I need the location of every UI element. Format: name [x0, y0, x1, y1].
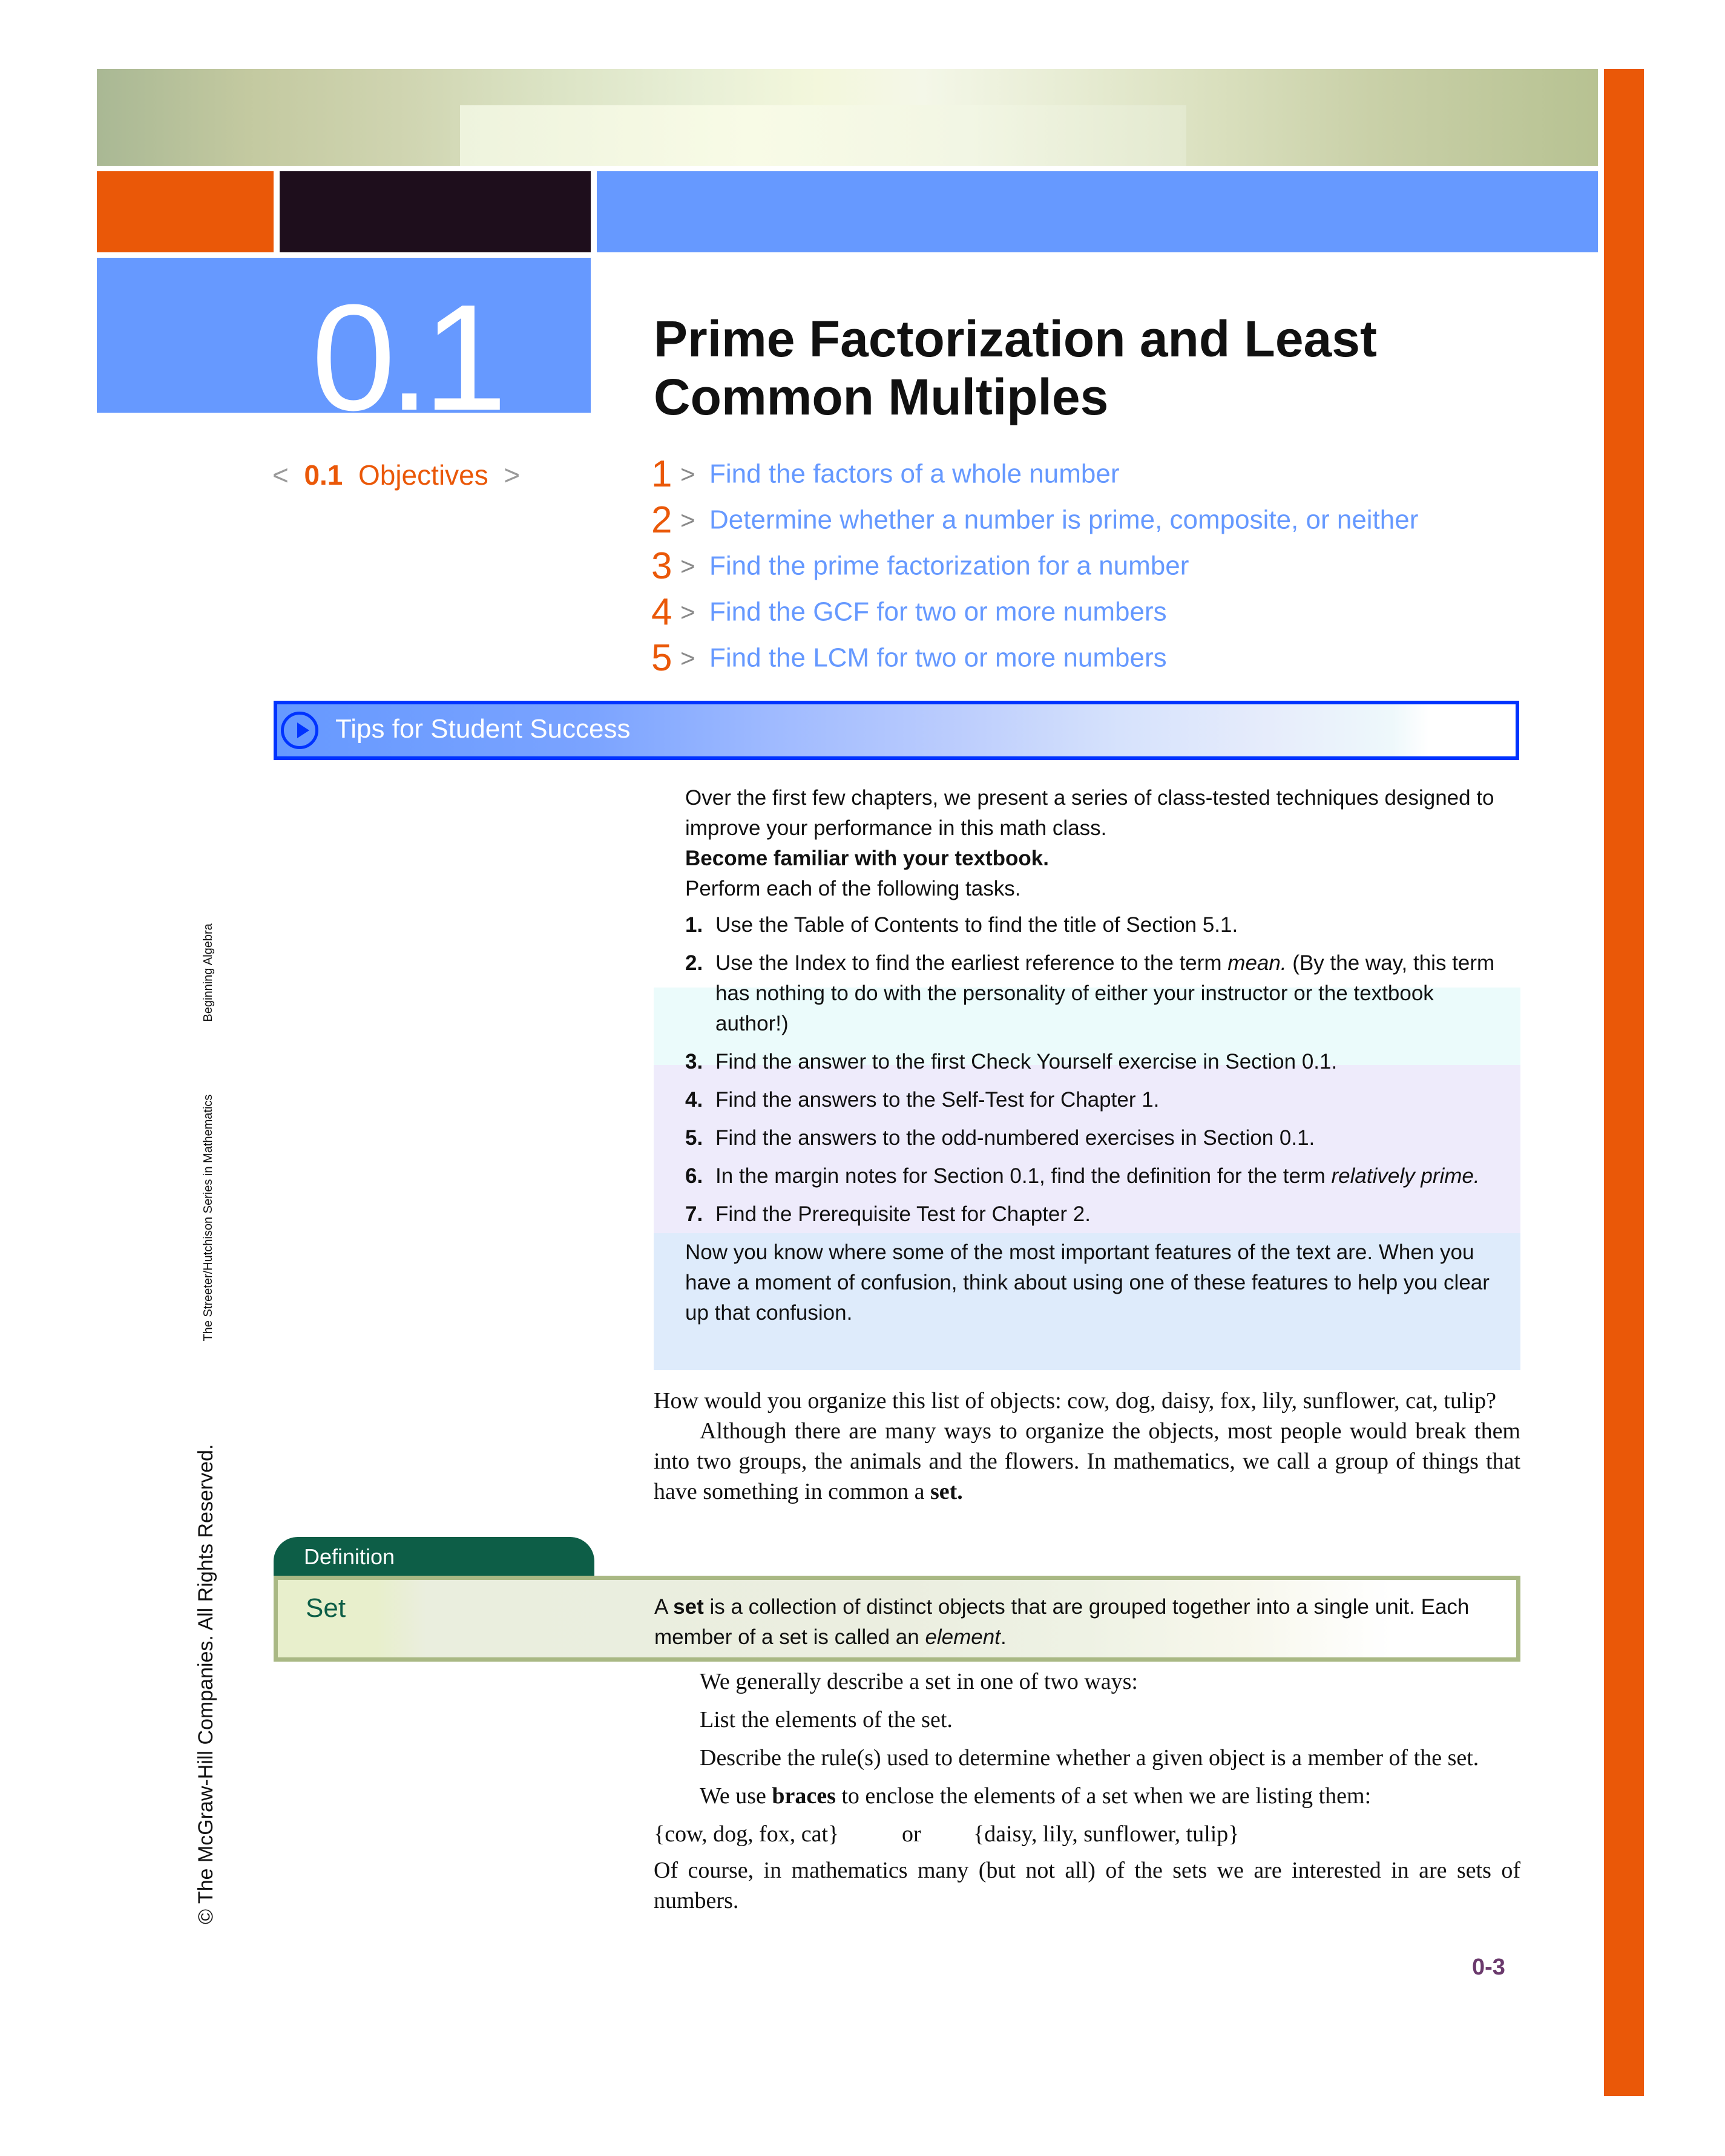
set-example-right: {daisy, lily, sunflower, tulip} [973, 1821, 1240, 1847]
task-text: Find the answers to the Self-Test for Chapter 1. [715, 1088, 1160, 1112]
objectives-title: Objectives [358, 459, 488, 491]
set-closing: Of course, in mathematics many (but not all) of the sets we are interested in are sets of numbers. [654, 1858, 1520, 1913]
list-item [685, 1047, 1496, 1077]
task-emphasis: relatively prime. [1331, 1164, 1480, 1188]
page-number: 0-3 [1472, 1954, 1505, 1980]
objective-text: Find the factors of a whole number [709, 459, 1120, 489]
tips-body [685, 783, 1496, 1328]
task-emphasis: mean. [1227, 951, 1287, 975]
tips-intro: Over the first few chapters, we present a series of class-tested techniques designed to improve your performance in this math class. [685, 786, 1494, 840]
task-text: (By the way, this term has nothing to do with the personality of either your instructor or the textbook author!) [715, 951, 1495, 1035]
side-credits [182, 923, 218, 1924]
intro-bold-term: set. [930, 1479, 963, 1504]
set-paragraph: We generally describe a set in one of two ways: [700, 1669, 1138, 1694]
set-bold-term: braces [772, 1783, 836, 1809]
objectives-label [272, 459, 520, 491]
set-example-left: {cow, dog, fox, cat} [654, 1821, 840, 1847]
tips-outro: Now you know where some of the most important features of the text are. When you have a moment of confusion, think about using one of these features to help you clear up that confusion. [685, 1240, 1490, 1325]
objective-chevron: > [680, 643, 695, 672]
task-number: 4. [685, 1088, 703, 1112]
task-number: 1. [685, 913, 703, 937]
list-item [685, 1161, 1496, 1191]
header-dark-block [280, 171, 591, 252]
objective-number: 5 [651, 637, 672, 679]
list-item [685, 948, 1496, 1039]
set-example-or: or [902, 1821, 921, 1847]
objective-chevron: > [680, 597, 695, 626]
definition-text-run: A [654, 1595, 674, 1619]
task-text: Use the Table of Contents to find the title of Section 5.1. [715, 913, 1238, 937]
intro-text-run: Although there are many ways to organize the objects, most people would break them into two groups, the animals and the flowers. In mathematics, we call a group of things that have something in common a [654, 1418, 1520, 1504]
objective-chevron: > [680, 459, 695, 488]
objective-text: Find the GCF for two or more numbers [709, 597, 1167, 627]
task-text: Find the answer to the first Check Yourself exercise in Section 0.1. [715, 1050, 1338, 1073]
task-text: Use the Index to find the earliest reference to the term [715, 951, 1228, 975]
series-name: The Streeter/Hutchison Series in Mathematics [202, 1094, 215, 1342]
objectives-open-chevron: < [272, 459, 289, 491]
objective-item [651, 545, 1189, 591]
set-paragraph: Describe the rule(s) used to determine whether a given object is a member of the set. [700, 1745, 1479, 1771]
intro-paragraph: How would you organize this list of objects: cow, dog, daisy, fox, lily, sunflower, cat, tulip? [654, 1388, 1496, 1414]
list-item [685, 1199, 1496, 1230]
definition-tab [274, 1537, 594, 1578]
intro-text [654, 1386, 1520, 1507]
objective-item [651, 453, 1119, 499]
objective-chevron: > [680, 505, 695, 534]
page-title-line-1: Prime Factorization and Least [654, 310, 1377, 367]
section-number: 0.1 [311, 273, 500, 413]
objectives-close-chevron: > [504, 459, 521, 491]
page-title [654, 310, 1562, 426]
tips-banner [274, 701, 1519, 760]
header-gradient-highlight [460, 105, 1186, 166]
page-edge-stripe [1604, 69, 1644, 2096]
header-gradient-band [97, 69, 1598, 166]
set-text-run: to enclose the elements of a set when we are listing them: [835, 1783, 1372, 1809]
objective-number: 2 [651, 499, 672, 541]
task-text: Find the answers to the odd-numbered exercises in Section 0.1. [715, 1126, 1315, 1150]
objective-item [651, 637, 1167, 683]
set-description [654, 1666, 1520, 1916]
objective-text: Find the LCM for two or more numbers [709, 643, 1167, 673]
objective-text: Find the prime factorization for a number [709, 551, 1189, 581]
list-item [685, 1123, 1496, 1153]
set-paragraph [654, 1781, 1520, 1811]
definition-box [274, 1576, 1520, 1662]
section-number-box [97, 258, 591, 413]
task-number: 7. [685, 1202, 703, 1226]
definition-tab-label: Definition [304, 1544, 395, 1569]
play-arrow-icon [281, 712, 318, 749]
task-text: Find the Prerequisite Test for Chapter 2. [715, 1202, 1091, 1226]
objective-number: 1 [651, 453, 672, 495]
set-paragraph: List the elements of the set. [700, 1707, 953, 1732]
objective-number: 3 [651, 545, 672, 587]
definition-text-run: . [1000, 1625, 1007, 1649]
list-item [685, 910, 1496, 940]
objective-item [651, 499, 1418, 545]
task-text: In the margin notes for Section 0.1, find the definition for the term [715, 1164, 1332, 1188]
tips-title: Tips for Student Success [335, 714, 631, 744]
set-text-run: We use [700, 1783, 772, 1809]
task-number: 5. [685, 1126, 703, 1150]
book-title: Beginning Algebra [202, 923, 215, 1022]
objective-chevron: > [680, 551, 695, 580]
objective-text: Determine whether a number is prime, composite, or neither [709, 505, 1419, 535]
task-number: 6. [685, 1164, 703, 1188]
definition-bold-term: set [673, 1595, 704, 1619]
copyright-notice: © The McGraw-Hill Companies. All Rights Reserved. [194, 1444, 217, 1924]
task-number: 3. [685, 1050, 703, 1073]
definition-text [654, 1592, 1502, 1653]
page-title-line-2: Common Multiples [654, 369, 1109, 425]
objectives-section-number: 0.1 [304, 459, 343, 491]
list-item [685, 1085, 1496, 1115]
tips-instruction: Perform each of the following tasks. [685, 877, 1021, 900]
definition-emphasis: element [925, 1625, 1000, 1649]
definition-term: Set [306, 1593, 346, 1623]
definition-text-run: is a collection of distinct objects that are grouped together into a single unit. Each member of a set is called an [654, 1595, 1470, 1649]
tips-task-list [685, 910, 1496, 1230]
task-number: 2. [685, 951, 703, 975]
header-orange-block [97, 171, 274, 252]
objective-item [651, 591, 1167, 637]
tips-heading: Become familiar with your textbook. [685, 847, 1049, 870]
intro-paragraph [654, 1416, 1520, 1507]
objective-number: 4 [651, 591, 672, 633]
set-example [654, 1819, 1520, 1849]
header-blue-bar [597, 171, 1598, 252]
